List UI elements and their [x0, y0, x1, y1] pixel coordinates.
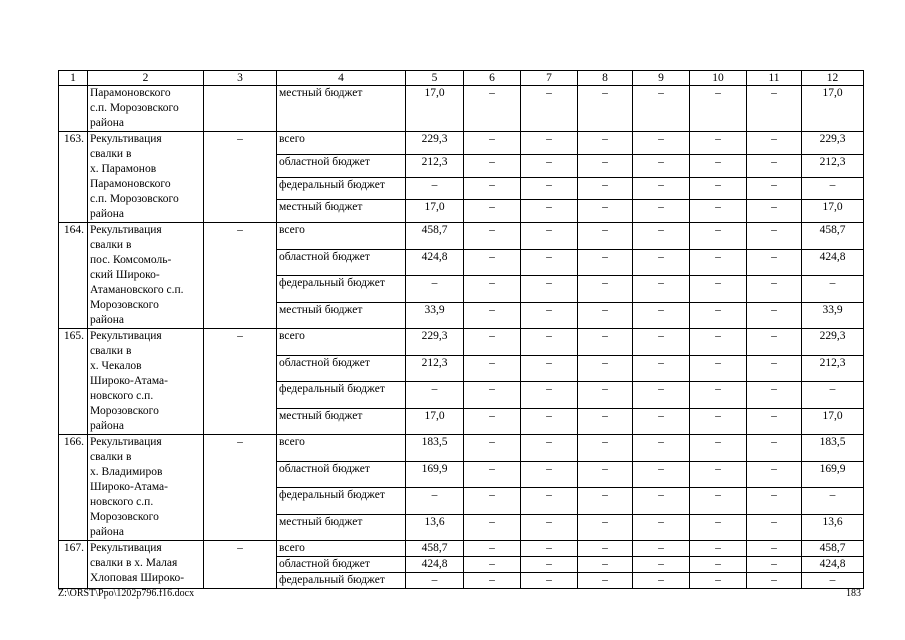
amount-cell: – [690, 302, 747, 329]
amount-cell: – [406, 488, 464, 515]
measure-name: Рекультивация свалки в х. Парамонов Парамоновского с.п. Морозовского района [88, 132, 204, 223]
amount-cell: – [747, 514, 802, 541]
amount-cell: – [464, 488, 521, 515]
measure-name: Рекультивация свалки в х. Чекалов Широко-Атама- новского с.п. Морозовского района [88, 329, 204, 435]
amount-cell: – [633, 154, 690, 177]
amount-cell: – [690, 541, 747, 557]
amount-cell: – [747, 276, 802, 303]
amount-cell: – [747, 132, 802, 155]
amount-cell: – [464, 382, 521, 409]
amount-cell: 212,3 [802, 154, 864, 177]
amount-cell: – [802, 276, 864, 303]
funding-source: федеральный бюджет [277, 382, 406, 409]
amount-cell: 33,9 [406, 302, 464, 329]
amount-cell: – [578, 86, 633, 132]
column-number-header: 7 [521, 71, 578, 86]
amount-cell: – [690, 461, 747, 488]
amount-cell: – [633, 541, 690, 557]
amount-cell: 17,0 [406, 86, 464, 132]
budget-table [58, 70, 864, 589]
amount-cell: – [521, 541, 578, 557]
page-number: 183 [846, 588, 861, 599]
amount-cell: – [690, 488, 747, 515]
amount-cell: – [747, 177, 802, 200]
amount-cell: – [578, 200, 633, 223]
amount-cell: – [690, 382, 747, 409]
amount-cell: – [578, 488, 633, 515]
amount-cell: 212,3 [802, 355, 864, 382]
amount-cell: – [578, 573, 633, 589]
row-number: 167. [59, 541, 88, 589]
amount-cell: – [464, 132, 521, 155]
column-3-cell: – [204, 223, 277, 329]
amount-cell: 13,6 [406, 514, 464, 541]
amount-cell: – [690, 276, 747, 303]
funding-source: всего [277, 541, 406, 557]
column-number-header: 2 [88, 71, 204, 86]
amount-cell: – [521, 435, 578, 462]
amount-cell: – [690, 435, 747, 462]
amount-cell: – [464, 302, 521, 329]
amount-cell: – [578, 223, 633, 250]
funding-source: областной бюджет [277, 557, 406, 573]
amount-cell: – [464, 514, 521, 541]
amount-cell: – [747, 488, 802, 515]
amount-cell: 17,0 [802, 200, 864, 223]
amount-cell: – [406, 276, 464, 303]
table-row [59, 223, 864, 250]
amount-cell: – [464, 541, 521, 557]
amount-cell: – [747, 408, 802, 435]
amount-cell: – [521, 557, 578, 573]
amount-cell: – [690, 557, 747, 573]
column-number-header: 11 [747, 71, 802, 86]
funding-source: всего [277, 329, 406, 356]
amount-cell: – [578, 329, 633, 356]
funding-source: всего [277, 435, 406, 462]
column-3-cell: – [204, 132, 277, 223]
amount-cell: 183,5 [802, 435, 864, 462]
table-row [59, 132, 864, 155]
table-row [59, 541, 864, 557]
amount-cell: – [690, 573, 747, 589]
amount-cell: – [802, 488, 864, 515]
amount-cell: – [578, 541, 633, 557]
column-3-cell: – [204, 329, 277, 435]
column-number-header: 10 [690, 71, 747, 86]
amount-cell: – [464, 557, 521, 573]
amount-cell: 212,3 [406, 154, 464, 177]
amount-cell: – [633, 557, 690, 573]
amount-cell: – [747, 435, 802, 462]
amount-cell: – [747, 573, 802, 589]
amount-cell: – [747, 355, 802, 382]
amount-cell: – [633, 302, 690, 329]
amount-cell: – [633, 86, 690, 132]
amount-cell: – [690, 200, 747, 223]
amount-cell: 458,7 [802, 541, 864, 557]
amount-cell: 169,9 [802, 461, 864, 488]
amount-cell: – [633, 382, 690, 409]
amount-cell: – [578, 557, 633, 573]
amount-cell: – [464, 154, 521, 177]
funding-source: всего [277, 132, 406, 155]
amount-cell: – [521, 276, 578, 303]
amount-cell: 458,7 [406, 223, 464, 250]
amount-cell: 169,9 [406, 461, 464, 488]
amount-cell: – [747, 223, 802, 250]
amount-cell: – [690, 154, 747, 177]
amount-cell: – [578, 435, 633, 462]
amount-cell: – [521, 302, 578, 329]
amount-cell: – [521, 355, 578, 382]
column-3-cell: – [204, 435, 277, 541]
amount-cell: – [464, 223, 521, 250]
amount-cell: 229,3 [406, 329, 464, 356]
row-number: 163. [59, 132, 88, 223]
row-number: 166. [59, 435, 88, 541]
measure-name: Парамоновского с.п. Морозовского района [88, 86, 204, 132]
amount-cell: 424,8 [802, 557, 864, 573]
amount-cell: – [633, 249, 690, 276]
amount-cell: – [802, 177, 864, 200]
funding-source: областной бюджет [277, 355, 406, 382]
table-row [59, 86, 864, 132]
amount-cell: – [633, 177, 690, 200]
amount-cell: – [690, 223, 747, 250]
funding-source: всего [277, 223, 406, 250]
amount-cell: 17,0 [802, 408, 864, 435]
amount-cell: – [578, 382, 633, 409]
amount-cell: – [406, 177, 464, 200]
amount-cell: – [690, 132, 747, 155]
funding-source: областной бюджет [277, 461, 406, 488]
amount-cell: 212,3 [406, 355, 464, 382]
amount-cell: – [633, 329, 690, 356]
amount-cell: – [521, 514, 578, 541]
amount-cell: – [521, 249, 578, 276]
amount-cell: – [464, 200, 521, 223]
amount-cell: – [747, 200, 802, 223]
amount-cell: – [633, 355, 690, 382]
amount-cell: – [747, 329, 802, 356]
amount-cell: – [464, 573, 521, 589]
file-path: Z:\ORST\Ppo\1202p796.f16.docx [58, 588, 195, 599]
row-number: 165. [59, 329, 88, 435]
amount-cell: 424,8 [406, 249, 464, 276]
amount-cell: – [464, 408, 521, 435]
funding-source: федеральный бюджет [277, 488, 406, 515]
table-row [59, 329, 864, 356]
amount-cell: 458,7 [802, 223, 864, 250]
amount-cell: – [690, 514, 747, 541]
amount-cell: – [747, 302, 802, 329]
funding-source: местный бюджет [277, 514, 406, 541]
table-row [59, 435, 864, 462]
amount-cell: – [521, 488, 578, 515]
amount-cell: 458,7 [406, 541, 464, 557]
amount-cell: – [633, 200, 690, 223]
amount-cell: – [464, 86, 521, 132]
amount-cell: – [464, 276, 521, 303]
amount-cell: 17,0 [406, 408, 464, 435]
amount-cell: – [521, 329, 578, 356]
amount-cell: – [521, 200, 578, 223]
row-number [59, 86, 88, 132]
column-number-header: 8 [578, 71, 633, 86]
amount-cell: 229,3 [802, 329, 864, 356]
amount-cell: – [690, 408, 747, 435]
amount-cell: – [802, 382, 864, 409]
amount-cell: – [521, 177, 578, 200]
amount-cell: – [633, 435, 690, 462]
funding-source: областной бюджет [277, 249, 406, 276]
amount-cell: – [521, 382, 578, 409]
amount-cell: – [747, 249, 802, 276]
amount-cell: – [578, 302, 633, 329]
amount-cell: – [521, 154, 578, 177]
amount-cell: – [578, 461, 633, 488]
amount-cell: – [690, 86, 747, 132]
amount-cell: – [747, 461, 802, 488]
amount-cell: 33,9 [802, 302, 864, 329]
amount-cell: – [521, 132, 578, 155]
funding-source: федеральный бюджет [277, 573, 406, 589]
funding-source: местный бюджет [277, 200, 406, 223]
amount-cell: – [464, 461, 521, 488]
row-number: 164. [59, 223, 88, 329]
amount-cell: – [578, 132, 633, 155]
amount-cell: – [578, 514, 633, 541]
amount-cell: – [406, 382, 464, 409]
column-number-header: 6 [464, 71, 521, 86]
amount-cell: – [578, 276, 633, 303]
amount-cell: – [633, 461, 690, 488]
amount-cell: – [578, 355, 633, 382]
column-number-header: 9 [633, 71, 690, 86]
column-number-header: 3 [204, 71, 277, 86]
amount-cell: – [633, 132, 690, 155]
measure-name: Рекультивация свалки в х. Малая Хлоповая Широко- [88, 541, 204, 589]
amount-cell: – [464, 435, 521, 462]
amount-cell: – [633, 573, 690, 589]
column-number-header: 1 [59, 71, 88, 86]
amount-cell: – [464, 355, 521, 382]
column-number-row [59, 71, 864, 86]
amount-cell: 17,0 [802, 86, 864, 132]
column-number-header: 12 [802, 71, 864, 86]
amount-cell: 183,5 [406, 435, 464, 462]
amount-cell: – [690, 355, 747, 382]
amount-cell: 229,3 [802, 132, 864, 155]
amount-cell: – [747, 541, 802, 557]
amount-cell: – [747, 86, 802, 132]
amount-cell: – [521, 573, 578, 589]
amount-cell: – [521, 86, 578, 132]
table-body [59, 71, 864, 589]
amount-cell: – [802, 573, 864, 589]
amount-cell: – [747, 154, 802, 177]
amount-cell: – [690, 249, 747, 276]
funding-source: федеральный бюджет [277, 177, 406, 200]
amount-cell: – [578, 249, 633, 276]
column-number-header: 5 [406, 71, 464, 86]
funding-source: местный бюджет [277, 86, 406, 132]
amount-cell: 13,6 [802, 514, 864, 541]
amount-cell: – [747, 382, 802, 409]
amount-cell: 424,8 [802, 249, 864, 276]
column-3-cell: – [204, 541, 277, 589]
funding-source: местный бюджет [277, 302, 406, 329]
column-number-header: 4 [277, 71, 406, 86]
amount-cell: – [633, 514, 690, 541]
amount-cell: – [464, 249, 521, 276]
funding-source: местный бюджет [277, 408, 406, 435]
amount-cell: – [578, 154, 633, 177]
amount-cell: – [406, 573, 464, 589]
amount-cell: – [521, 461, 578, 488]
amount-cell: – [464, 329, 521, 356]
amount-cell: 424,8 [406, 557, 464, 573]
funding-source: областной бюджет [277, 154, 406, 177]
amount-cell: – [521, 408, 578, 435]
amount-cell: 17,0 [406, 200, 464, 223]
measure-name: Рекультивация свалки в пос. Комсомоль- ский Широко- Атамановского с.п. Морозовского района [88, 223, 204, 329]
amount-cell: – [747, 557, 802, 573]
amount-cell: – [578, 408, 633, 435]
amount-cell: – [521, 223, 578, 250]
amount-cell: – [633, 276, 690, 303]
amount-cell: – [690, 329, 747, 356]
amount-cell: – [633, 223, 690, 250]
column-3-cell [204, 86, 277, 132]
funding-source: федеральный бюджет [277, 276, 406, 303]
amount-cell: – [578, 177, 633, 200]
amount-cell: – [633, 408, 690, 435]
amount-cell: 229,3 [406, 132, 464, 155]
amount-cell: – [633, 488, 690, 515]
amount-cell: – [464, 177, 521, 200]
amount-cell: – [690, 177, 747, 200]
measure-name: Рекультивация свалки в х. Владимиров Широко-Атама- новского с.п. Морозовского района [88, 435, 204, 541]
